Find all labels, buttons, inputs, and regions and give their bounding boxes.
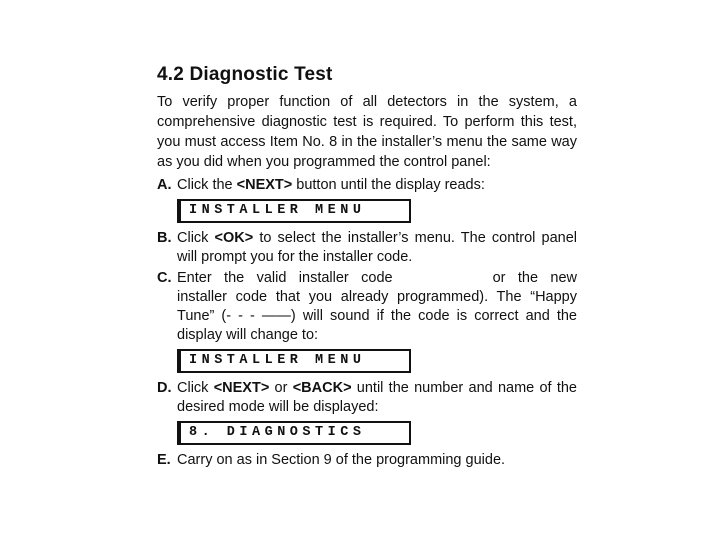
- step-letter: B.: [157, 230, 172, 246]
- step-text: Carry on as in Section 9 of the programming guide.: [177, 452, 506, 468]
- step-e: [157, 451, 577, 470]
- step-text-pre: Enter the valid installer code: [177, 270, 393, 286]
- step-text-post: until the number and name of the desired mode will be displayed:: [177, 380, 578, 415]
- intro-paragraph: To verify proper function of all detectors in the system, a comprehensive diagnostic test is required. To perform this test, you must access Item No. 8 in the installer’s menu the same way as you did when you programmed the control panel:: [157, 94, 577, 170]
- next-key-label: <NEXT>: [213, 380, 270, 396]
- step-text-post: or the new installer code that you already programmed). The “Happy Tune” (- - - ——) will sound if the code is correct and the display will change to:: [177, 270, 577, 343]
- document-page: [157, 64, 577, 470]
- lcd-display: INSTALLER MENU: [177, 199, 411, 223]
- step-letter: C.: [157, 270, 172, 286]
- step-a: [157, 176, 577, 195]
- step-letter: E.: [157, 452, 171, 468]
- step-d: [157, 379, 577, 417]
- step-text-post: button until the display reads:: [292, 177, 485, 193]
- step-text-mid: or: [269, 380, 293, 396]
- section-title: 4.2 Diagnostic Test: [157, 64, 333, 85]
- lcd-display: 8. DIAGNOSTICS: [177, 421, 411, 445]
- step-letter: D.: [157, 380, 172, 396]
- step-text-pre: Click: [177, 380, 214, 396]
- step-c: [157, 269, 577, 345]
- step-letter: A.: [157, 177, 172, 193]
- step-b: [157, 229, 577, 267]
- back-key-label: <BACK>: [292, 380, 352, 396]
- lcd-display: INSTALLER MENU: [177, 349, 411, 373]
- step-text-pre: Click the: [177, 177, 237, 193]
- ok-key-label: <OK>: [214, 230, 254, 246]
- step-text-post: to select the installer’s menu. The control panel will prompt you for the installer code.: [177, 230, 577, 265]
- next-key-label: <NEXT>: [236, 177, 293, 193]
- step-text-pre: Click: [177, 230, 215, 246]
